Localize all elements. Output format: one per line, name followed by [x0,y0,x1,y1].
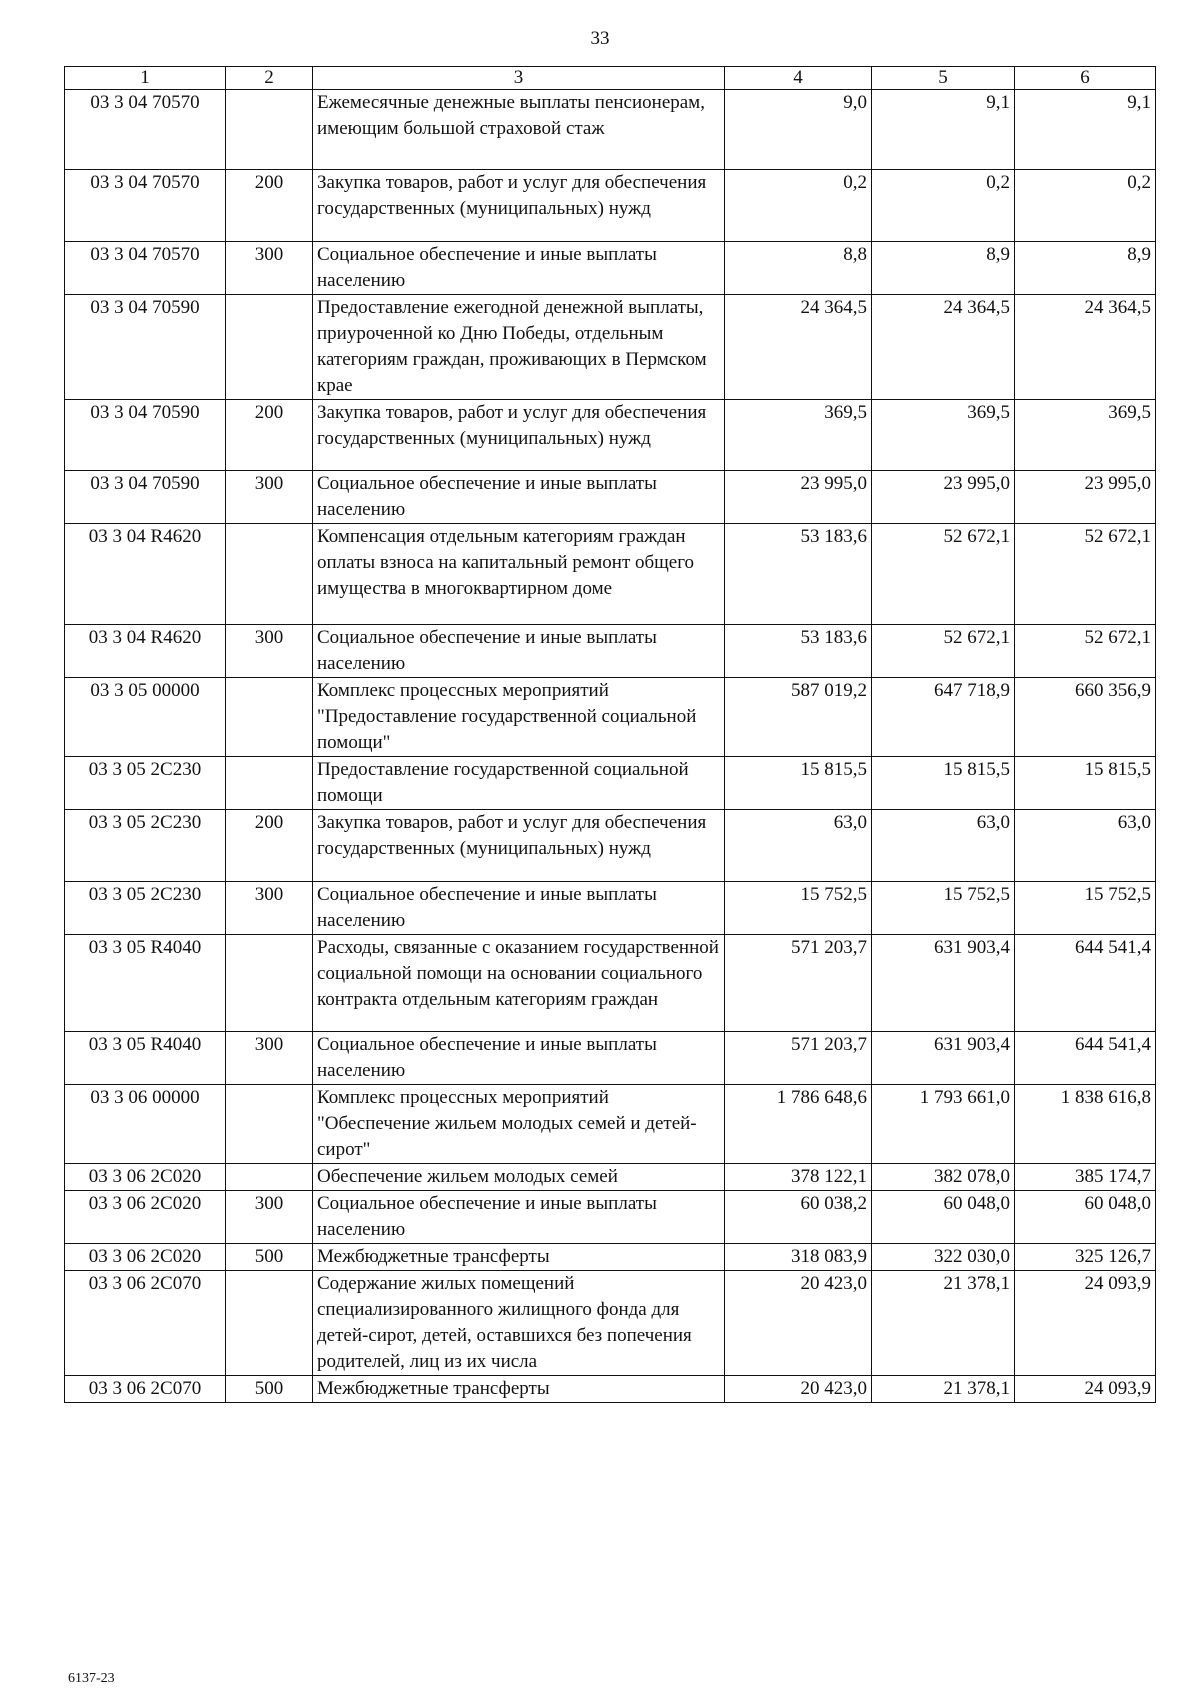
table-row [65,882,1156,935]
table-row [65,625,1156,678]
cell-amount-col6: 644 541,4 [1015,935,1156,1032]
table-row [65,935,1156,1032]
table-row [65,524,1156,625]
cell-amount-col4: 53 183,6 [725,524,872,625]
cell-amount-col6: 52 672,1 [1015,524,1156,625]
cell-description: Социальное обеспечение и иные выплаты населению [313,1191,725,1244]
cell-amount-col6: 8,9 [1015,242,1156,295]
cell-expense-type: 300 [226,242,313,295]
cell-amount-col5: 647 718,9 [872,678,1015,757]
cell-amount-col6: 660 356,9 [1015,678,1156,757]
table-row [65,242,1156,295]
cell-expense-type: 300 [226,625,313,678]
cell-description: Содержание жилых помещений специализированного жилищного фонда для детей-сирот, детей, оставшихся без попечения родителей, лиц из их числа [313,1271,725,1376]
cell-description: Межбюджетные трансферты [313,1244,725,1271]
cell-amount-col6: 24 364,5 [1015,295,1156,400]
column-header-4: 4 [725,67,872,90]
cell-amount-col6: 60 048,0 [1015,1191,1156,1244]
cell-amount-col6: 63,0 [1015,810,1156,882]
cell-description: Комплекс процессных мероприятий "Обеспечение жильем молодых семей и детей-сирот" [313,1085,725,1164]
cell-expense-type [226,1085,313,1164]
cell-amount-col5: 21 378,1 [872,1271,1015,1376]
table-row [65,170,1156,242]
table-row [65,1244,1156,1271]
cell-amount-col4: 9,0 [725,90,872,170]
cell-description: Предоставление ежегодной денежной выплаты, приуроченной ко Дню Победы, отдельным категориям граждан, проживающих в Пермском крае [313,295,725,400]
cell-amount-col5: 8,9 [872,242,1015,295]
cell-amount-col5: 52 672,1 [872,524,1015,625]
table-body [65,90,1156,1403]
cell-target-code: 03 3 04 70570 [65,170,226,242]
cell-amount-col5: 21 378,1 [872,1376,1015,1403]
cell-expense-type: 200 [226,170,313,242]
cell-target-code: 03 3 04 70590 [65,295,226,400]
table-row [65,810,1156,882]
cell-amount-col6: 24 093,9 [1015,1376,1156,1403]
cell-amount-col5: 52 672,1 [872,625,1015,678]
cell-amount-col6: 1 838 616,8 [1015,1085,1156,1164]
cell-target-code: 03 3 04 R4620 [65,625,226,678]
cell-amount-col4: 60 038,2 [725,1191,872,1244]
cell-expense-type [226,295,313,400]
cell-amount-col4: 378 122,1 [725,1164,872,1191]
table-row [65,1271,1156,1376]
cell-expense-type: 300 [226,882,313,935]
footer-document-code: 6137-23 [68,1671,115,1686]
cell-target-code: 03 3 04 70570 [65,242,226,295]
cell-target-code: 03 3 04 70590 [65,400,226,471]
cell-description: Социальное обеспечение и иные выплаты населению [313,471,725,524]
table-row [65,471,1156,524]
cell-description: Социальное обеспечение и иные выплаты населению [313,625,725,678]
table-header-row [65,67,1156,90]
cell-amount-col5: 9,1 [872,90,1015,170]
cell-description: Ежемесячные денежные выплаты пенсионерам, имеющим большой страховой стаж [313,90,725,170]
table-row [65,295,1156,400]
cell-amount-col5: 15 752,5 [872,882,1015,935]
cell-amount-col6: 24 093,9 [1015,1271,1156,1376]
cell-description: Закупка товаров, работ и услуг для обеспечения государственных (муниципальных) нужд [313,810,725,882]
cell-target-code: 03 3 04 70590 [65,471,226,524]
cell-amount-col4: 8,8 [725,242,872,295]
cell-amount-col5: 1 793 661,0 [872,1085,1015,1164]
cell-expense-type: 200 [226,810,313,882]
cell-target-code: 03 3 05 2С230 [65,810,226,882]
cell-amount-col4: 20 423,0 [725,1376,872,1403]
table-row [65,400,1156,471]
cell-target-code: 03 3 06 00000 [65,1085,226,1164]
cell-amount-col4: 571 203,7 [725,935,872,1032]
cell-target-code: 03 3 06 2С020 [65,1191,226,1244]
cell-target-code: 03 3 06 2С070 [65,1376,226,1403]
cell-amount-col5: 631 903,4 [872,1032,1015,1085]
cell-amount-col5: 369,5 [872,400,1015,471]
cell-target-code: 03 3 04 R4620 [65,524,226,625]
column-header-1: 1 [65,67,226,90]
cell-amount-col6: 15 752,5 [1015,882,1156,935]
cell-amount-col5: 24 364,5 [872,295,1015,400]
cell-target-code: 03 3 05 00000 [65,678,226,757]
cell-description: Закупка товаров, работ и услуг для обеспечения государственных (муниципальных) нужд [313,400,725,471]
cell-expense-type: 200 [226,400,313,471]
cell-expense-type [226,524,313,625]
cell-description: Межбюджетные трансферты [313,1376,725,1403]
column-header-5: 5 [872,67,1015,90]
table-row [65,1376,1156,1403]
cell-amount-col6: 385 174,7 [1015,1164,1156,1191]
cell-amount-col6: 0,2 [1015,170,1156,242]
table-row [65,1085,1156,1164]
cell-amount-col6: 369,5 [1015,400,1156,471]
column-header-3: 3 [313,67,725,90]
table-row [65,1032,1156,1085]
cell-target-code: 03 3 05 R4040 [65,935,226,1032]
cell-amount-col4: 15 815,5 [725,757,872,810]
cell-expense-type [226,90,313,170]
cell-amount-col5: 322 030,0 [872,1244,1015,1271]
cell-amount-col4: 24 364,5 [725,295,872,400]
cell-description: Социальное обеспечение и иные выплаты населению [313,1032,725,1085]
cell-description: Закупка товаров, работ и услуг для обеспечения государственных (муниципальных) нужд [313,170,725,242]
cell-expense-type: 300 [226,1191,313,1244]
cell-target-code: 03 3 04 70570 [65,90,226,170]
cell-amount-col6: 15 815,5 [1015,757,1156,810]
cell-description: Обеспечение жильем молодых семей [313,1164,725,1191]
cell-expense-type [226,935,313,1032]
cell-amount-col4: 20 423,0 [725,1271,872,1376]
cell-amount-col5: 60 048,0 [872,1191,1015,1244]
column-header-2: 2 [226,67,313,90]
cell-amount-col6: 325 126,7 [1015,1244,1156,1271]
cell-expense-type [226,1271,313,1376]
cell-description: Предоставление государственной социальной помощи [313,757,725,810]
table-row [65,90,1156,170]
cell-expense-type: 500 [226,1244,313,1271]
cell-amount-col4: 53 183,6 [725,625,872,678]
cell-target-code: 03 3 06 2С020 [65,1244,226,1271]
cell-description: Комплекс процессных мероприятий "Предоставление государственной социальной помощи" [313,678,725,757]
cell-target-code: 03 3 05 2С230 [65,882,226,935]
cell-description: Социальное обеспечение и иные выплаты населению [313,882,725,935]
budget-table [64,66,1156,1403]
cell-amount-col5: 0,2 [872,170,1015,242]
cell-expense-type [226,1164,313,1191]
cell-amount-col5: 15 815,5 [872,757,1015,810]
cell-amount-col5: 63,0 [872,810,1015,882]
cell-amount-col4: 571 203,7 [725,1032,872,1085]
table-row [65,678,1156,757]
cell-amount-col5: 23 995,0 [872,471,1015,524]
cell-amount-col4: 587 019,2 [725,678,872,757]
cell-description: Расходы, связанные с оказанием государственной социальной помощи на основании социального контракта отдельным категориям граждан [313,935,725,1032]
cell-amount-col4: 23 995,0 [725,471,872,524]
cell-amount-col4: 1 786 648,6 [725,1085,872,1164]
cell-description: Социальное обеспечение и иные выплаты населению [313,242,725,295]
cell-description: Компенсация отдельным категориям граждан оплаты взноса на капитальный ремонт общего имущества в многоквартирном доме [313,524,725,625]
cell-amount-col6: 23 995,0 [1015,471,1156,524]
cell-amount-col4: 369,5 [725,400,872,471]
column-header-6: 6 [1015,67,1156,90]
cell-amount-col4: 318 083,9 [725,1244,872,1271]
cell-amount-col4: 15 752,5 [725,882,872,935]
cell-expense-type: 500 [226,1376,313,1403]
cell-expense-type: 300 [226,471,313,524]
cell-amount-col6: 9,1 [1015,90,1156,170]
cell-target-code: 03 3 06 2С020 [65,1164,226,1191]
table-row [65,1164,1156,1191]
cell-amount-col4: 0,2 [725,170,872,242]
page-number: 33 [590,28,610,49]
cell-target-code: 03 3 05 R4040 [65,1032,226,1085]
cell-amount-col4: 63,0 [725,810,872,882]
cell-expense-type [226,757,313,810]
cell-amount-col6: 644 541,4 [1015,1032,1156,1085]
table-row [65,757,1156,810]
cell-target-code: 03 3 05 2С230 [65,757,226,810]
cell-amount-col5: 382 078,0 [872,1164,1015,1191]
table-row [65,1191,1156,1244]
cell-amount-col5: 631 903,4 [872,935,1015,1032]
cell-expense-type [226,678,313,757]
cell-expense-type: 300 [226,1032,313,1085]
cell-target-code: 03 3 06 2С070 [65,1271,226,1376]
cell-amount-col6: 52 672,1 [1015,625,1156,678]
